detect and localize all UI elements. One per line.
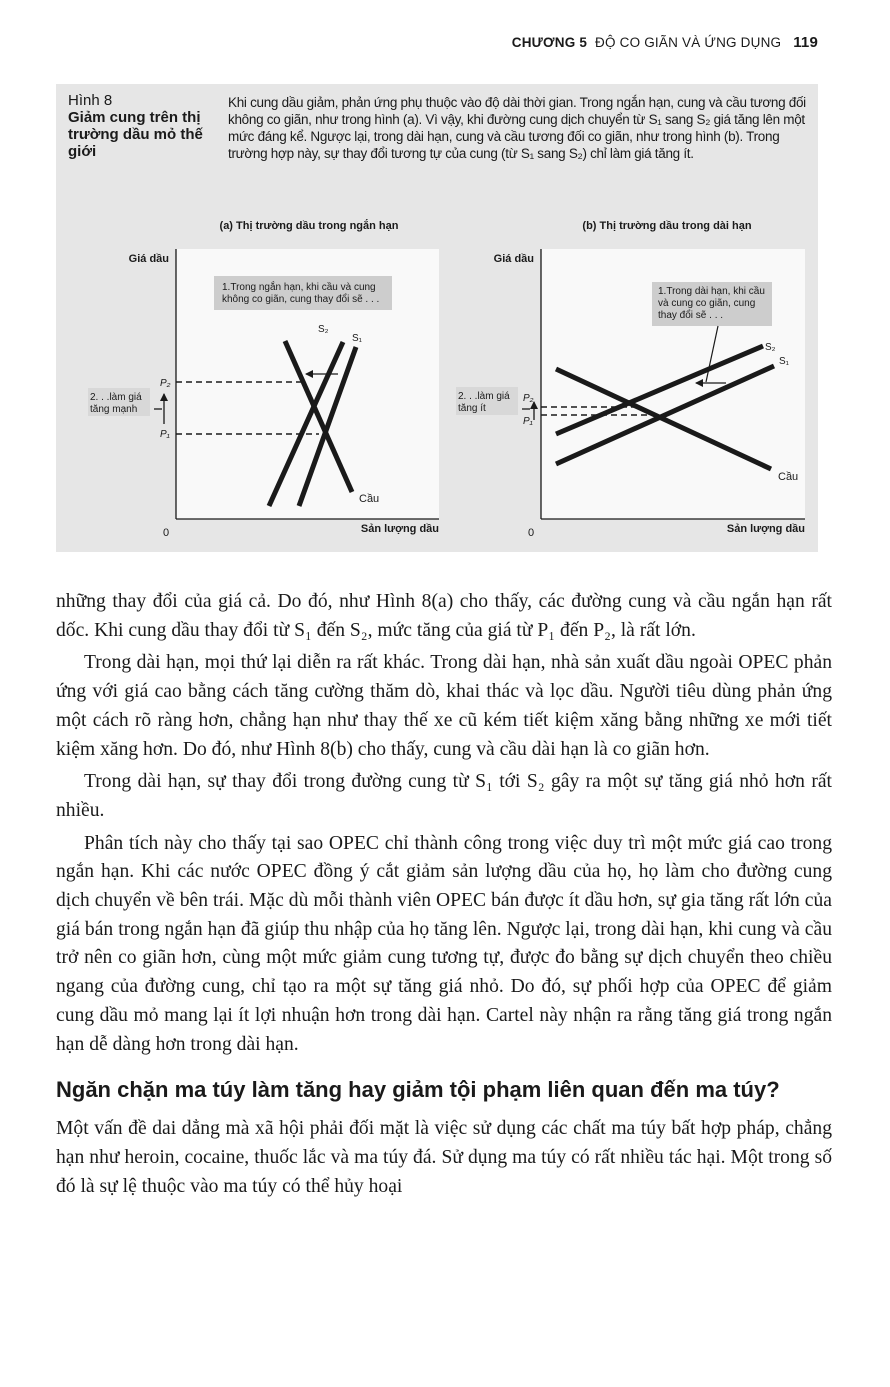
- chart-b-origin: 0: [528, 527, 535, 539]
- figure-caption: Khi cung dầu giảm, phản ứng phụ thuộc vào độ dài thời gian. Trong ngắn hạn, cung và cầu tương đối không co giãn, như trong hình (a). Vì vậy, khi đường cung dịch chuyển từ S₁ sang S₂ giá tăng lên một mức đáng kể. Ngược lại, trong dài hạn, cung và cầu tương đối co giãn, như trong hình (b). Trong trường hợp này, sự thay đổi tương tự của cung (từ S₁ sang S₂) chỉ làm giá tăng ít.: [228, 95, 806, 161]
- chart-a: [88, 219, 439, 539]
- paragraph-4: Phân tích này cho thấy tại sao OPEC chỉ thành công trong việc duy trì một mức giá cao trong ngắn hạn. Khi các nước OPEC đồng ý cắt giảm sản lượng dầu của họ, họ làm cho đường cung dịch chuyển về bên trái. Mặc dù mỗi thành viên OPEC bán được ít dầu hơn, sự gia tăng rất lớn của giá bán trong ngắn hạn đã giúp thu nhập của họ tăng lên. Ngược lại, trong dài hạn, khi cung và cầu trở nên co giãn hơn, cùng một mức giảm cung tương tự, được đo bằng sự dịch chuyển theo chiều ngang của đường cung, chỉ tạo ra một sự tăng giá nhỏ. Do đó, sự phối hợp của OPEC để giảm cung dầu mỏ mang lại ít lợi nhuận hơn trong dài hạn. Cartel này nhận ra rằng tăng giá trong ngắn hạn dễ dàng hơn trong dài hạn.: [56, 832, 832, 1055]
- chapter-title: ĐỘ CO GIÃN VÀ ỨNG DỤNG: [595, 35, 782, 50]
- chart-a-s2-label: S₂: [318, 324, 329, 335]
- chart-a-origin: 0: [163, 527, 170, 539]
- chart-a-x-label: Sản lượng dầu: [360, 523, 439, 535]
- figure-charts: [56, 84, 818, 552]
- section-heading: Ngăn chặn ma túy làm tăng hay giảm tội phạm liên quan đến ma túy?: [56, 1077, 780, 1103]
- chart-a-s1-label: S₁: [352, 333, 363, 344]
- chart-b-p1-label: P₁: [523, 416, 533, 427]
- chart-a-title: (a) Thị trường dầu trong ngắn hạn: [219, 220, 399, 232]
- page-number: 119: [793, 34, 818, 51]
- chart-b-demand-label: Cầu: [778, 471, 799, 483]
- figure-title: Giảm cung trên thị trường dầu mỏ thế giới: [68, 109, 203, 160]
- chart-b-annotation-2: 2. . .làm giá tăng ít: [458, 391, 510, 414]
- chart-a-annotation-1: 1.Trong ngắn hạn, khi cầu và cung không co giãn, cung thay đổi sẽ . . .: [222, 282, 380, 305]
- chart-b-s2-label: S₂: [765, 342, 776, 353]
- paragraph-3: Trong dài hạn, sự thay đổi trong đường cung từ S₁ tới S₂ gây ra một sự tăng giá nhỏ hơn rất nhiều.: [56, 771, 832, 821]
- running-header: [512, 34, 818, 51]
- chart-b-annotation-1: 1.Trong dài hạn, khi cầu và cung co giãn, cung thay đổi sẽ . . .: [658, 286, 765, 321]
- chart-a-p1-label: P₁: [160, 429, 170, 440]
- chapter-label: CHƯƠNG 5: [511, 35, 588, 50]
- figure-number: Hình 8: [68, 92, 113, 109]
- paragraph-2: Trong dài hạn, mọi thứ lại diễn ra rất khác. Trong dài hạn, nhà sản xuất dầu ngoài OPEC phản ứng với giá cao bằng cách tăng cường thăm dò, khai thác và lọc dầu. Người tiêu dùng phản ứng một cách rõ ràng hơn, chẳng hạn như thay thế xe cũ kém tiết kiệm xăng bằng những xe mới tiết kiệm xăng hơn. Do đó, như Hình 8(b) cho thấy, cung và cầu dài hạn là co giãn hơn.: [56, 652, 832, 760]
- chart-b-x-label: Sản lượng dầu: [726, 523, 805, 535]
- body-text: [56, 588, 832, 1205]
- paragraph-5: Một vấn đề dai dẳng mà xã hội phải đối mặt là việc sử dụng các chất ma túy bất hợp pháp, chẳng hạn như heroin, cocaine, thuốc lắc và ma túy đá. Sử dụng ma túy có rất nhiều tác hại. Một trong số đó là sự lệ thuộc vào ma túy có thể hủy hoại: [56, 1118, 832, 1197]
- chart-b-s1-label: S₁: [779, 356, 790, 367]
- chart-b: [456, 220, 805, 539]
- paragraph-1: những thay đổi của giá cả. Do đó, như Hình 8(a) cho thấy, các đường cung và cầu ngắn hạn rất dốc. Khi cung dầu thay đổi từ S₁ đến S₂, mức tăng của giá từ P₁ đến P₂, là rất lớn.: [56, 591, 832, 641]
- chart-b-y-label: Giá dầu: [493, 253, 534, 265]
- figure-8: [56, 84, 818, 552]
- chart-a-p2-label: P₂: [160, 378, 171, 389]
- chart-b-title: (b) Thị trường dầu trong dài hạn: [582, 220, 752, 232]
- chart-a-y-label: Giá dầu: [128, 253, 169, 265]
- chart-b-p2-label: P₂: [523, 393, 534, 404]
- chart-a-demand-label: Cầu: [359, 493, 380, 505]
- chart-a-annotation-2: 2. . .làm giá tăng mạnh: [90, 392, 142, 415]
